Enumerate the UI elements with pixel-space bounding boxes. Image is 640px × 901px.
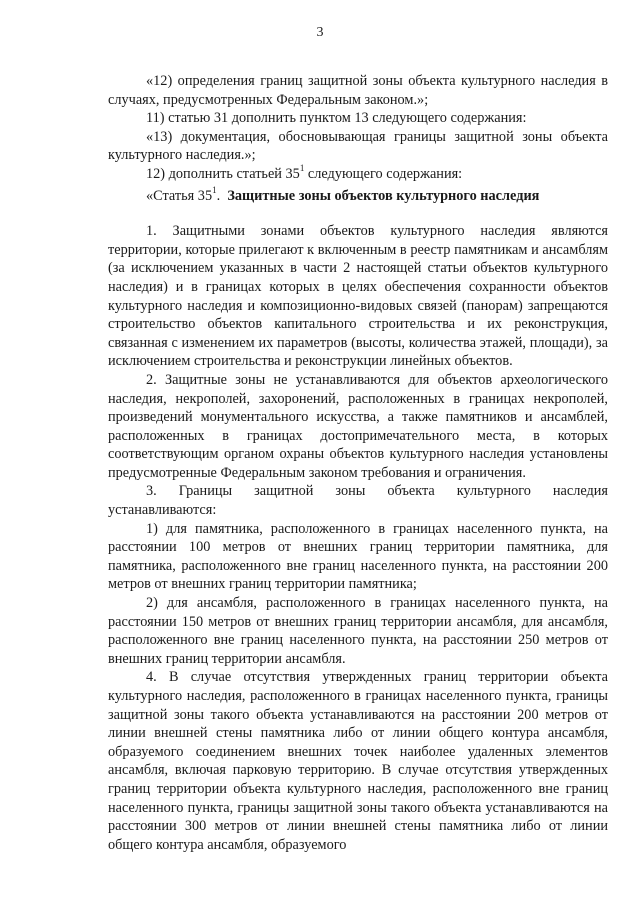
article-heading-dot: . bbox=[216, 187, 221, 204]
article-heading-title: Защитные зоны объектов культурного наследия bbox=[227, 187, 540, 204]
add-article-text: 12) дополнить статьей 35 bbox=[146, 165, 300, 182]
add-article-tail: следующего содержания: bbox=[304, 165, 463, 182]
paragraph-amendment-11: 11) статью 31 дополнить пунктом 13 следующего содержания: bbox=[146, 110, 527, 127]
paragraph-amendment-13: «13) документация, обосновывающая границы защитной зоны объекта культурного наследия.»; bbox=[108, 128, 608, 164]
paragraph-amendment-12: «12) определения границ защитной зоны объекта культурного наследия в случаях, предусмотренных Федеральным законом.»; bbox=[108, 73, 608, 108]
paragraph-part-2: 2. Защитные зоны не устанавливаются для объектов археологического наследия, некрополей, захоронений, расположенных в границах некрополей, произведений монументального искусства, а также памятников и ансамблей, расположенных в границах достопримечательного места, в которых соответствующим органом охраны объектов культурного наследия установлены предусмотренные Федеральным законом требования и ограничения. bbox=[108, 371, 608, 481]
paragraph-item-1: 1) для памятника, расположенного в границах населенного пункта, на расстоянии 100 метров от внешних границ территории памятника, для памятника, расположенного вне границ населенного пункта, на расстоянии 200 метров от внешних границ территории памятника; bbox=[108, 520, 608, 593]
paragraph-add-article bbox=[108, 165, 608, 184]
document-body bbox=[108, 72, 608, 854]
paragraph-part-3: 3. Границы защитной зоны объекта культурного наследия устанавливаются: bbox=[108, 483, 608, 519]
article-heading bbox=[108, 184, 608, 206]
paragraph-item-2: 2) для ансамбля, расположенного в границах населенного пункта, на расстоянии 150 метров от внешних границ территории ансамбля, для ансамбля, расположенного вне границ населенного пункта, на расстоянии 250 метров от внешних границ территории ансамбля. bbox=[108, 595, 608, 667]
article-heading-superscript: 1 bbox=[212, 184, 217, 195]
add-article-superscript: 1 bbox=[299, 163, 305, 174]
paragraph-part-4: 4. В случае отсутствия утвержденных границ территории объекта культурного наследия, расположенного в границах населенного пункта, границы защитной зоны такого объекта устанавливаются на расстоянии 200 метров от линии внешней стены памятника либо от линии общего контура ансамбля, образуемого соединением внешних точек наиболее удаленных элементов ансамбля, включая парковую территорию. В случае отсутствия утвержденных границ территории объекта культурного наследия, расположенного вне границ населенного пункта, границы защитной зоны такого объекта устанавливаются на расстоянии 300 метров от линии внешней стены памятника либо от линии общего контура ансамбля, образуемого bbox=[108, 669, 608, 853]
paragraph-part-1: 1. Защитными зонами объектов культурного наследия являются территории, которые прилегают к включенным в реестр памятникам и ансамблям (за исключением указанных в части 2 настоящей статьи объектов культурного наследия) и в границах которых в целях обеспечения сохранности объектов культурного наследия и композиционно-видовых связей (панорам) запрещаются строительство объектов капитального строительства и их реконструкция, связанная с изменением их параметров (высоты, количества этажей, площади), за исключением строительства и реконструкции линейных объектов. bbox=[108, 223, 608, 370]
page-number: 3 bbox=[316, 25, 324, 40]
article-heading-prefix: «Статья 35 bbox=[146, 187, 213, 204]
